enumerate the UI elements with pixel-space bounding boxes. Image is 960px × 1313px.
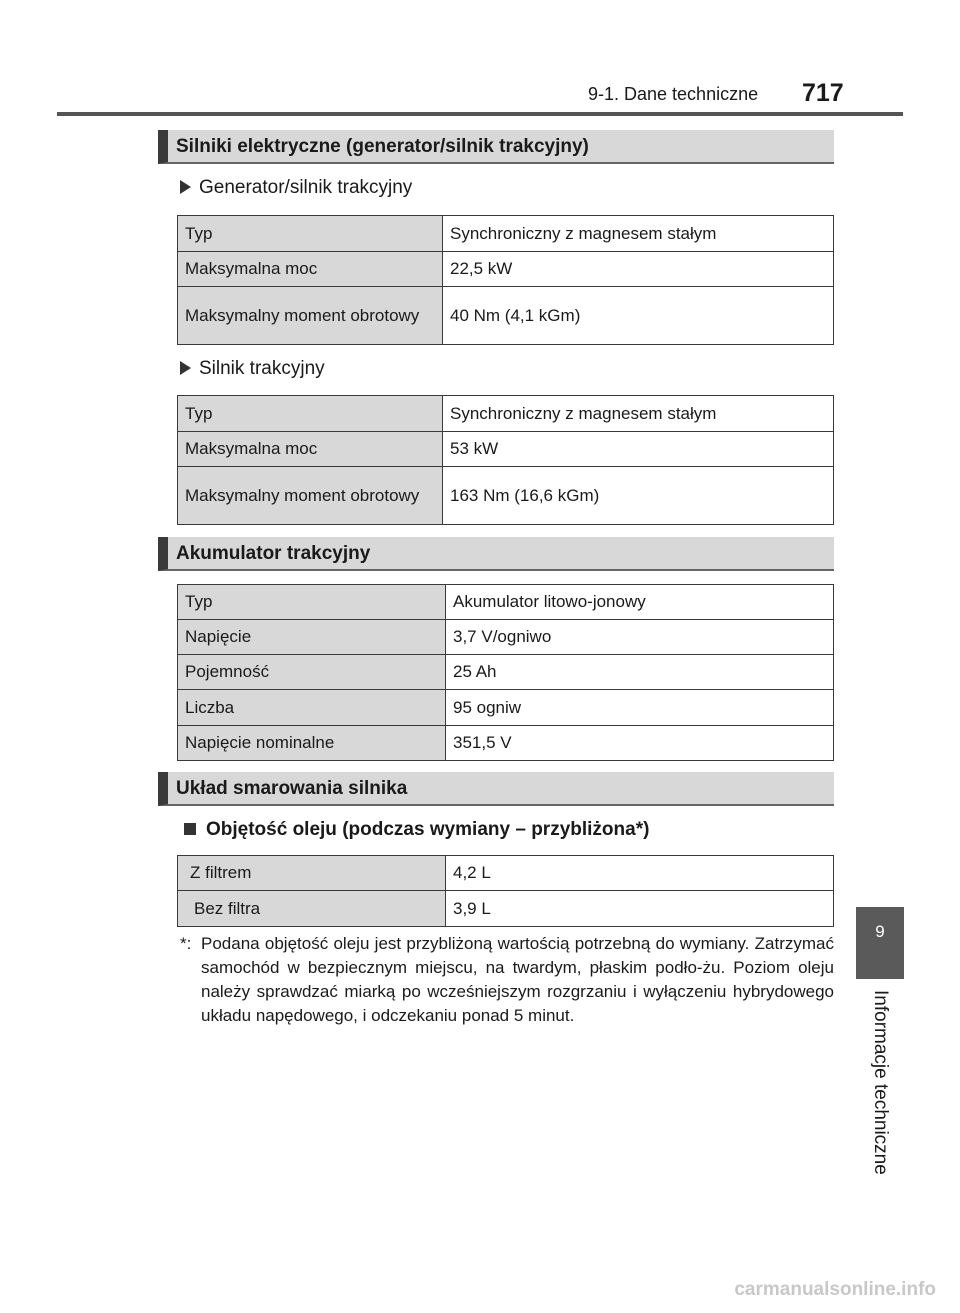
table-cell-key: Napięcie <box>178 620 446 655</box>
table-cell-key: Typ <box>178 396 443 432</box>
table-cell-value: Synchroniczny z magnesem stałym <box>443 396 834 432</box>
table-cell-key: Bez filtra <box>178 891 446 927</box>
section-heading-lubrication <box>158 772 834 806</box>
subheading-generator-text: Generator/silnik trakcyjny <box>199 177 413 198</box>
table-cell-key: Maksymalny moment obrotowy <box>178 467 443 525</box>
table-cell-value: 3,9 L <box>446 891 834 927</box>
table-cell-value: Akumulator litowo-jonowy <box>446 585 834 620</box>
footnote-marker: *: <box>180 934 192 953</box>
table-cell-value: 163 Nm (16,6 kGm) <box>443 467 834 525</box>
chapter-tab-number: 9 <box>875 922 885 941</box>
subheading-oil-text: Objętość oleju (podczas wymiany – przybliżona*) <box>206 819 650 840</box>
section-heading-battery-text: Akumulator trakcyjny <box>176 543 371 564</box>
table-cell-value: 40 Nm (4,1 kGm) <box>443 287 834 345</box>
subheading-generator <box>180 177 412 199</box>
arrow-right-icon <box>180 180 191 194</box>
chapter-tab-label-wrap <box>856 990 904 1190</box>
table-cell-value: 4,2 L <box>446 856 834 891</box>
header-section-title: 9-1. Dane techniczne <box>588 84 759 104</box>
table-cell-key: Napięcie nominalne <box>178 726 446 761</box>
table-cell-key: Z filtrem <box>178 856 446 891</box>
table-cell-value: 25 Ah <box>446 655 834 690</box>
table-cell-value: 95 ogniw <box>446 690 834 726</box>
chapter-tab <box>856 907 904 979</box>
subheading-traction-text: Silnik trakcyjny <box>199 358 325 379</box>
table-cell-key: Liczba <box>178 690 446 726</box>
table-cell-key: Pojemność <box>178 655 446 690</box>
header-rule <box>57 112 903 116</box>
subheading-traction <box>180 358 325 380</box>
arrow-right-icon <box>180 361 191 375</box>
watermark: carmanualsonline.info <box>734 1279 936 1300</box>
table-cell-value: 53 kW <box>443 432 834 467</box>
footnote <box>180 932 834 1028</box>
chapter-tab-label: Informacje techniczne <box>870 990 891 1175</box>
table-cell-key: Maksymalna moc <box>178 432 443 467</box>
table-cell-key: Maksymalna moc <box>178 252 443 287</box>
oil-spec-table <box>177 855 834 927</box>
table-cell-value: 22,5 kW <box>443 252 834 287</box>
section-heading-battery <box>158 537 834 571</box>
battery-spec-table <box>177 584 834 761</box>
traction-spec-table <box>177 395 834 525</box>
table-cell-key: Typ <box>178 216 443 252</box>
page-number: 717 <box>802 79 844 107</box>
table-cell-value: 3,7 V/ogniwo <box>446 620 834 655</box>
square-bullet-icon <box>184 823 196 835</box>
subheading-oil <box>184 819 649 841</box>
table-cell-key: Maksymalny moment obrotowy <box>178 287 443 345</box>
table-cell-value: Synchroniczny z magnesem stałym <box>443 216 834 252</box>
section-heading-lubrication-text: Układ smarowania silnika <box>176 778 408 799</box>
table-cell-value: 351,5 V <box>446 726 834 761</box>
generator-spec-table <box>177 215 834 345</box>
section-heading-motors-text: Silniki elektryczne (generator/silnik trakcyjny) <box>176 136 589 157</box>
table-cell-key: Typ <box>178 585 446 620</box>
section-heading-motors <box>158 130 834 164</box>
footnote-text: Podana objętość oleju jest przybliżoną wartością potrzebną do wymiany. Zatrzymać samochód w bezpiecznym miejscu, na twardym, płaskim podło-żu. Poziom oleju należy sprawdzać miarką po wcześniejszym rozgrzaniu i wyłączeniu hybrydowego układu napędowego, i odczekaniu ponad 5 minut. <box>201 934 834 1025</box>
